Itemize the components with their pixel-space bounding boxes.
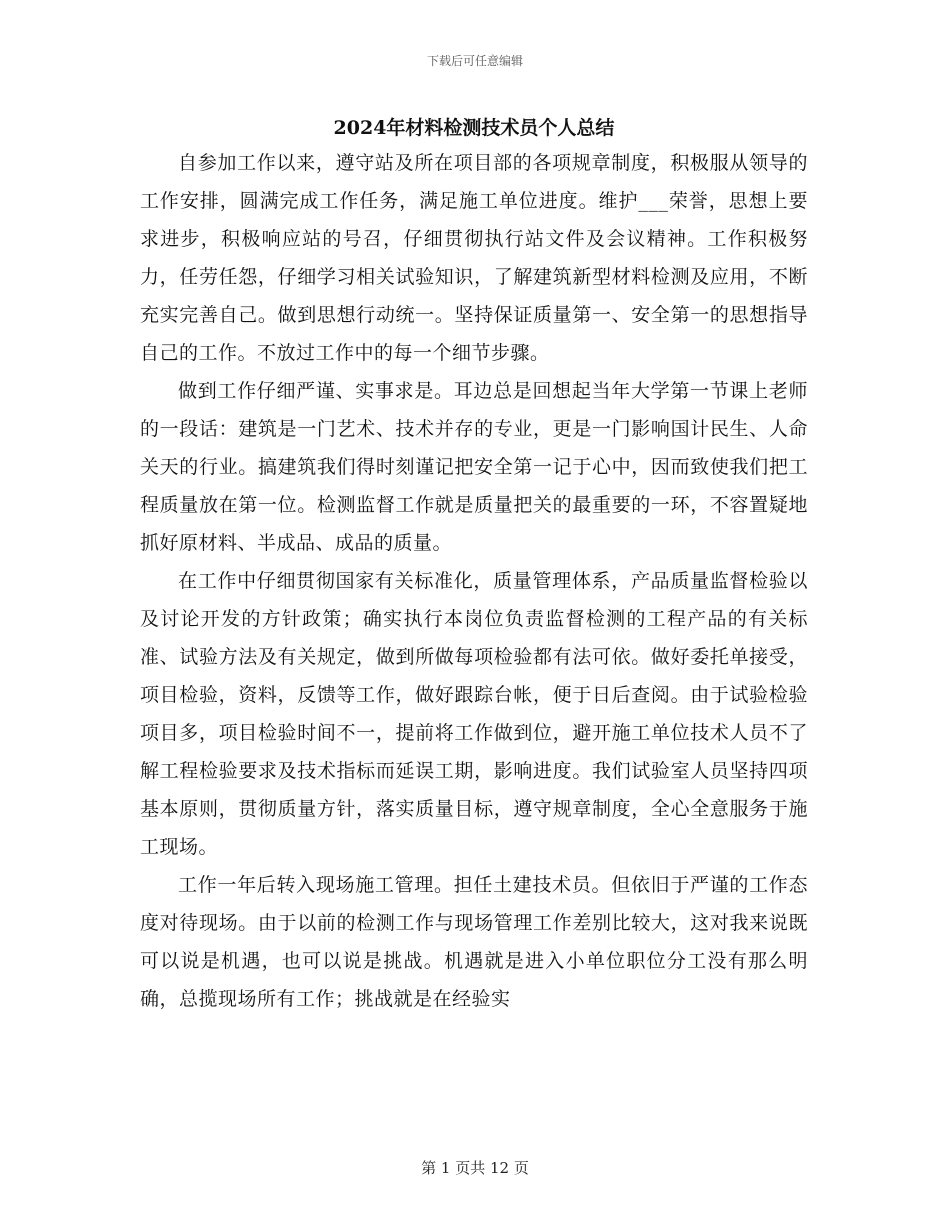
paragraph-1: 自参加工作以来，遵守站及所在项目部的各项规章制度，积极服从领导的工作安排，圆满完成工作任务，满足施工单位进度。维护___荣誉，思想上要求进步，积极响应站的号召，仔细贯彻执行站文件及会议精神。工作积极努力，任劳任怨，仔细学习相关试验知识，了解建筑新型材料检测及应用，不断充实完善自己。做到思想行动统一。坚持保证质量第一、安全第一的思想指导自己的工作。不放过工作中的每一个细节步骤。 bbox=[140, 152, 808, 364]
document-title: 2024年材料检测技术员个人总结 bbox=[333, 117, 615, 139]
paragraph-3: 在工作中仔细贯彻国家有关标准化，质量管理体系，产品质量监督检验以及讨论开发的方针政策；确实执行本岗位负责监督检测的工程产品的有关标准、试验方法及有关规定，做到所做每项检验都有法可依。做好委托单接受，项目检验，资料，反馈等工作，做好跟踪台帐，便于日后查阅。由于试验检验项目多，项目检验时间不一，提前将工作做到位，避开施工单位技术人员不了解工程检验要求及技术指标而延误工期，影响进度。我们试验室人员坚持四项基本原则，贯彻质量方针，落实质量目标，遵守规章制度，全心全意服务于施工现场。 bbox=[140, 570, 808, 858]
paragraph-2: 做到工作仔细严谨、实事求是。耳边总是回想起当年大学第一节课上老师的一段话：建筑是一门艺术、技术并存的专业，更是一门影响国计民生、人命关天的行业。搞建筑我们得时刻谨记把安全第一记于心中，因而致使我们把工程质量放在第一位。检测监督工作就是质量把关的最重要的一环，不容置疑地抓好原材料、半成品、成品的质量。 bbox=[140, 380, 808, 554]
page-number-footer: 第 1 页共 12 页 bbox=[421, 1159, 529, 1177]
paragraph-4: 工作一年后转入现场施工管理。担任土建技术员。但依旧于严谨的工作态度对待现场。由于以前的检测工作与现场管理工作差别比较大，这对我来说既可以说是机遇，也可以说是挑战。机遇就是进入小单位职位分工没有那么明确，总揽现场所有工作；挑战就是在经验实 bbox=[140, 874, 808, 1010]
document-body bbox=[140, 144, 808, 1018]
page-header-note: 下载后可任意编辑 bbox=[426, 54, 523, 68]
